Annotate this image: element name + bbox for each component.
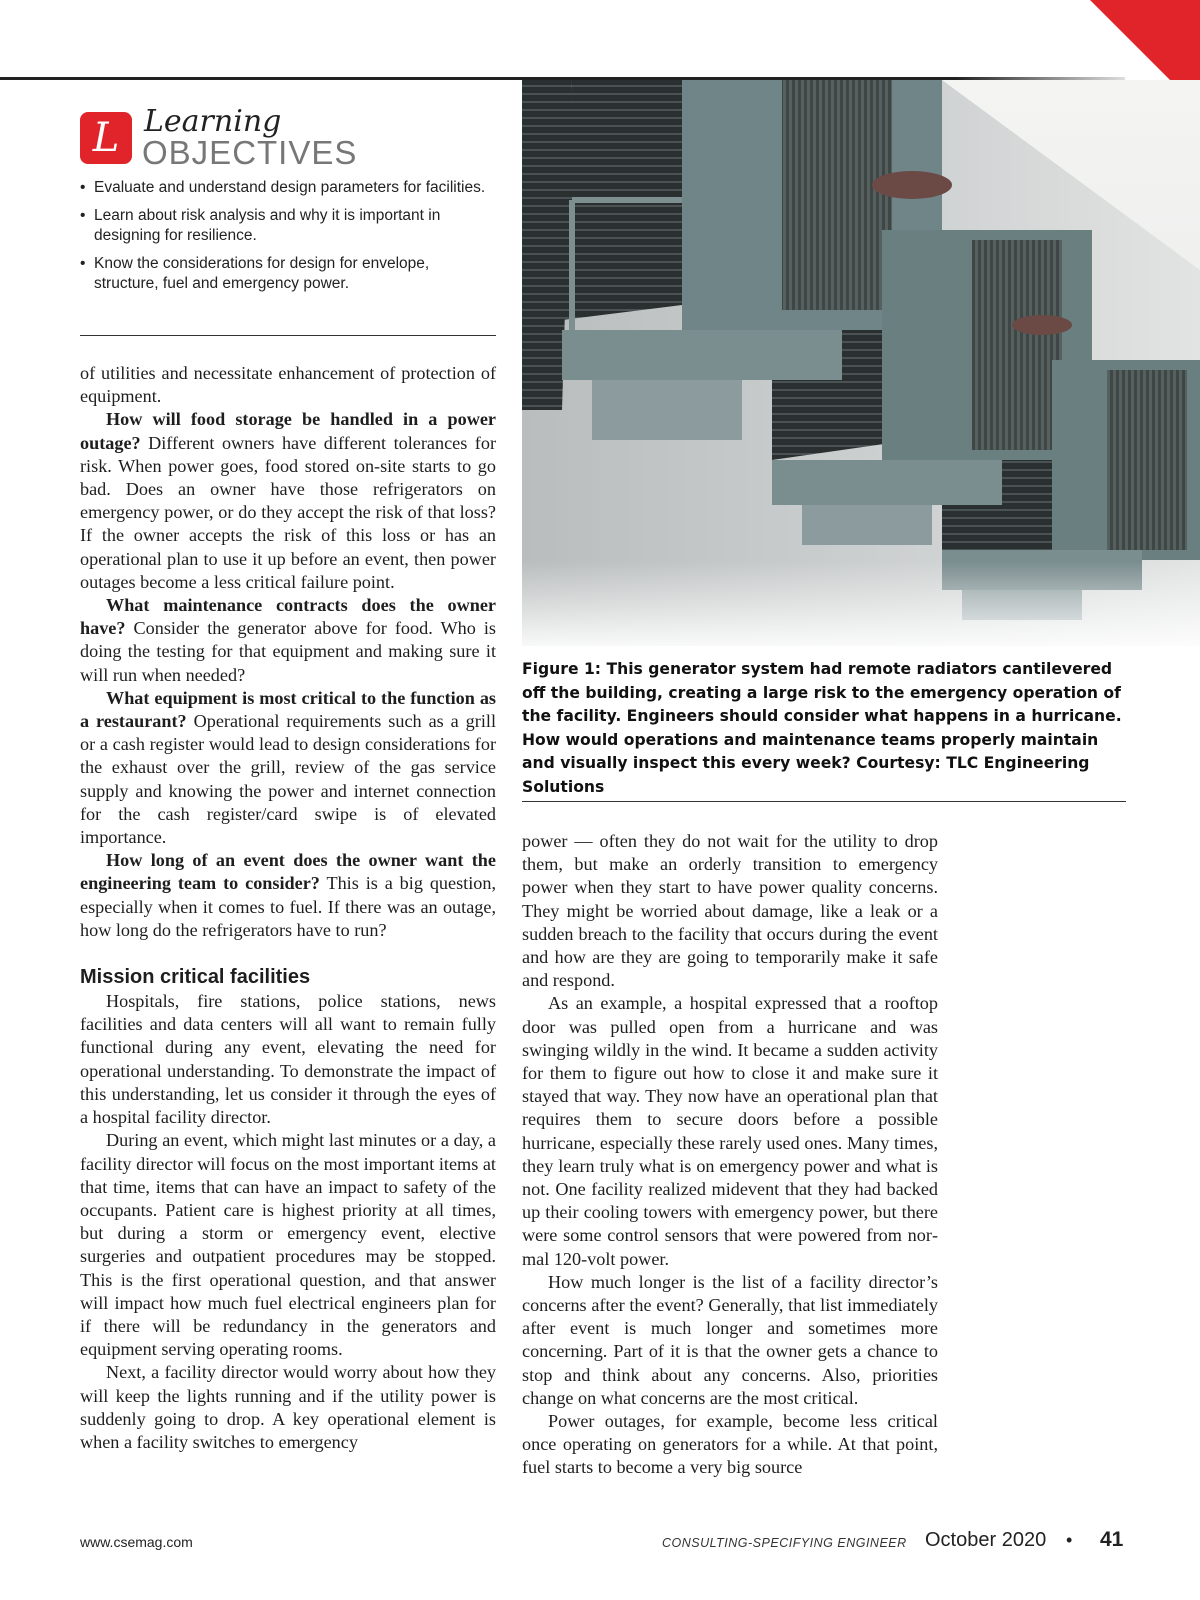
footer-bullet: • — [1066, 1530, 1073, 1550]
paragraph: How much longer is the list of a facility director’s concerns after the event? Generally, that list immediately after event is much longer and sometimes more concerning. Part of it is that the owner gets a chance to stop and think about any concerns. Also, priorities change on what concerns are the most critical. — [522, 1271, 938, 1408]
paragraph-text: This is a big question, especially when it comes to fuel. If there was an outage, how long do the refrigerators have to run? — [80, 873, 496, 940]
learning-title: Learning — [144, 104, 282, 139]
objective-item: • Know the considerations for design for envelope, structure, fuel and emergency power. — [80, 254, 496, 294]
question-heading: How will food storage be handled in a power outage? — [80, 409, 496, 453]
paragraph: Power outages, for example, become less critical once operating on generators for a while. At that point, fuel starts to become a very big source — [522, 1411, 938, 1478]
left-column — [80, 362, 496, 1454]
paragraph-food-storage — [80, 408, 496, 594]
paragraph-text: Consider the generator above for food. Who is doing the testing for that equipment and making sure it will run when needed? — [80, 618, 496, 685]
footer-magazine: CONSULTING-SPECIFYING ENGINEER — [662, 1536, 907, 1550]
footer-url: www.csemag.com — [80, 1534, 193, 1550]
caption-divider — [522, 801, 1126, 802]
section-heading: Mission critical facilities — [80, 966, 311, 989]
generator-radiators-illustration — [522, 80, 1200, 646]
paragraph-text: Different owners have different tolerances for risk. When power goes, food stored on-site starts to go bad. Does an owner have those refrigerators on emergency power, or do they accept the risk of that loss? If the owner accepts the risk of this loss or has an operational plan to use it up before an event, then power outages become a less critical failure point. — [80, 432, 496, 592]
objective-item: • Learn about risk analysis and why it is important in designing for resilience. — [80, 206, 496, 246]
page-footer — [0, 1530, 1200, 1560]
objective-item: • Evaluate and understand design parameters for facilities. — [80, 178, 496, 198]
paragraph: During an event, which might last minutes or a day, a facility director will focus on the most important items at that time, items that can have an impact to safety of the occupants. Patient care is highest priority at all times, but during a storm or emergency event, elective surgeries and outpatient procedures may be stopped. This is the first operational question, and that answer will impact how much fuel electrical engineers plan for if there will be redundancy in the generators and equipment serving operating rooms. — [80, 1130, 496, 1360]
question-heading: How long of an event does the owner want the engineering team to consider? — [80, 850, 496, 894]
paragraph-event-length — [80, 849, 496, 942]
right-column — [522, 830, 938, 1480]
question-heading: What maintenance contracts does the owner have? — [80, 595, 496, 639]
figure-photo — [522, 80, 1200, 646]
paragraph-maintenance — [80, 594, 496, 687]
paragraph: Hospitals, fire stations, police stations, news facilities and data centers will all want to remain fully functional during any event, elevating the need for operational understanding. To demonstrate the impact of this understanding, let us consider it through the eyes of a hospital facility director. — [80, 991, 496, 1128]
paragraph: of utilities and necessitate enhancement of protection of equipment. — [80, 363, 496, 407]
question-heading: What equipment is most critical to the function as a restaurant? — [80, 687, 496, 732]
paragraph-critical-equipment — [80, 687, 496, 849]
paragraph: power — often they do not wait for the utility to drop them, but make an orderly transition to emergency power when they start to have power quality concerns. They might be worried about damage, like a leak or a sudden breach to the facility that occurs during the event and how are they are going to temporarily make it safe and respond. — [522, 831, 938, 991]
objectives-divider — [80, 335, 496, 336]
learning-l-icon: L — [80, 112, 132, 164]
paragraph: Next, a facility director would worry about how they will keep the lights running and if the utility power is suddenly going to drop. A key operational element is when a facility switches to emergency — [80, 1362, 496, 1452]
learning-objectives — [80, 100, 496, 302]
objectives-list — [80, 178, 496, 294]
paragraph-text: Operational requirements such as a grill or a cash register would lead to design considerations for the exhaust over the grill, review of the gas service supply and knowing the power and internet connection for the cash register/card swipe is of elevated importance. — [80, 711, 496, 848]
objectives-title: OBJECTIVES — [142, 134, 358, 171]
page-number: 41 — [1100, 1528, 1124, 1551]
figure-caption: Figure 1: This generator system had remote radiators cantilevered off the building, creating a large risk to the emergency operation of the facility. Engineers should consider what happens in a hurricane. How would operations and maintenance teams properly maintain and visually inspect this every week? Courtesy: TLC Engineering Solutions — [522, 660, 1122, 796]
paragraph: As an example, a hospital expressed that a rooftop door was pulled open from a hurricane and was swinging wildly in the wind. It became a sudden activity for them to figure out how to close it and make sure it stayed that way. They now have an operational plan that requires them to secure doors before a possible hurricane, especially these rarely used ones. Many times, they learn truly what is on emergency power and what is not. One facility realized midevent that they had backed up their cooling towers with emergency power, but there were some control sensors that were powered from normal 120-volt power. — [522, 993, 938, 1269]
learning-objectives-header — [80, 100, 496, 172]
footer-date: October 2020 — [925, 1529, 1047, 1551]
